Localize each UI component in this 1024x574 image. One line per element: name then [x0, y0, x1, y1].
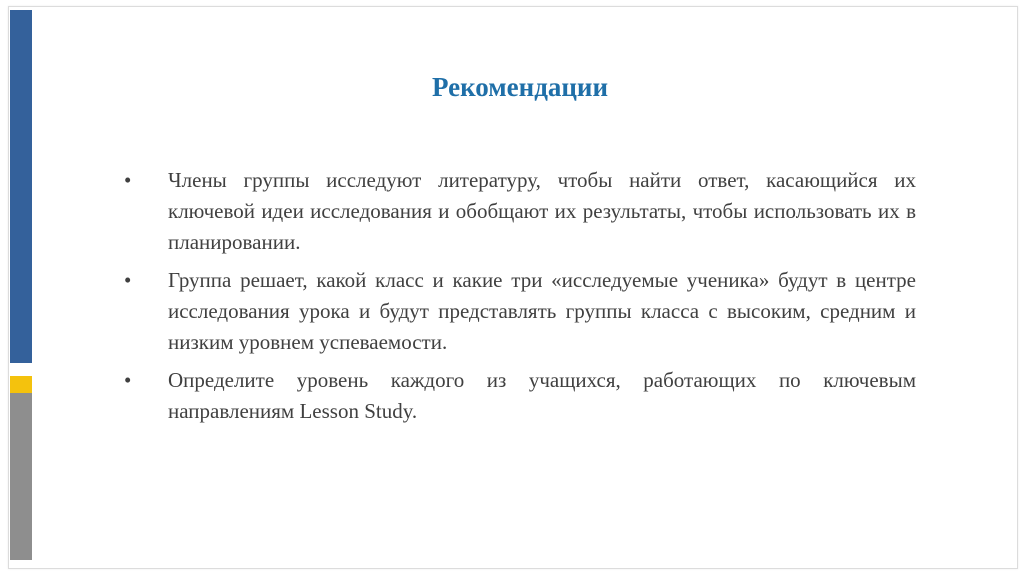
bullet-icon: • — [124, 268, 132, 292]
bullet-icon: • — [124, 368, 132, 392]
accent-bar-gray — [10, 393, 32, 560]
bullet-text: Члены группы исследуют литературу, чтобы найти ответ, касающийся их ключевой идеи исследования и обобщают их результаты, чтобы использовать их в планировании. — [168, 168, 916, 254]
bullet-icon: • — [124, 168, 132, 192]
bullet-item — [124, 365, 916, 427]
bullet-list — [124, 165, 916, 434]
accent-bar-blue — [10, 10, 32, 363]
slide-title: Рекомендации — [431, 72, 609, 102]
bullet-item — [124, 265, 916, 358]
bullet-text: Группа решает, какой класс и какие три «исследуемые ученика» будут в центре исследования урока и будут представлять группы класса с высоким, средним и низким уровнем успеваемости. — [168, 268, 916, 354]
accent-bar-yellow — [10, 376, 32, 393]
accent-bar — [10, 10, 32, 560]
bullet-text: Определите уровень каждого из учащихся, работающих по ключевым направлениям Lesson Study. — [168, 368, 916, 423]
bullet-item — [124, 165, 916, 258]
